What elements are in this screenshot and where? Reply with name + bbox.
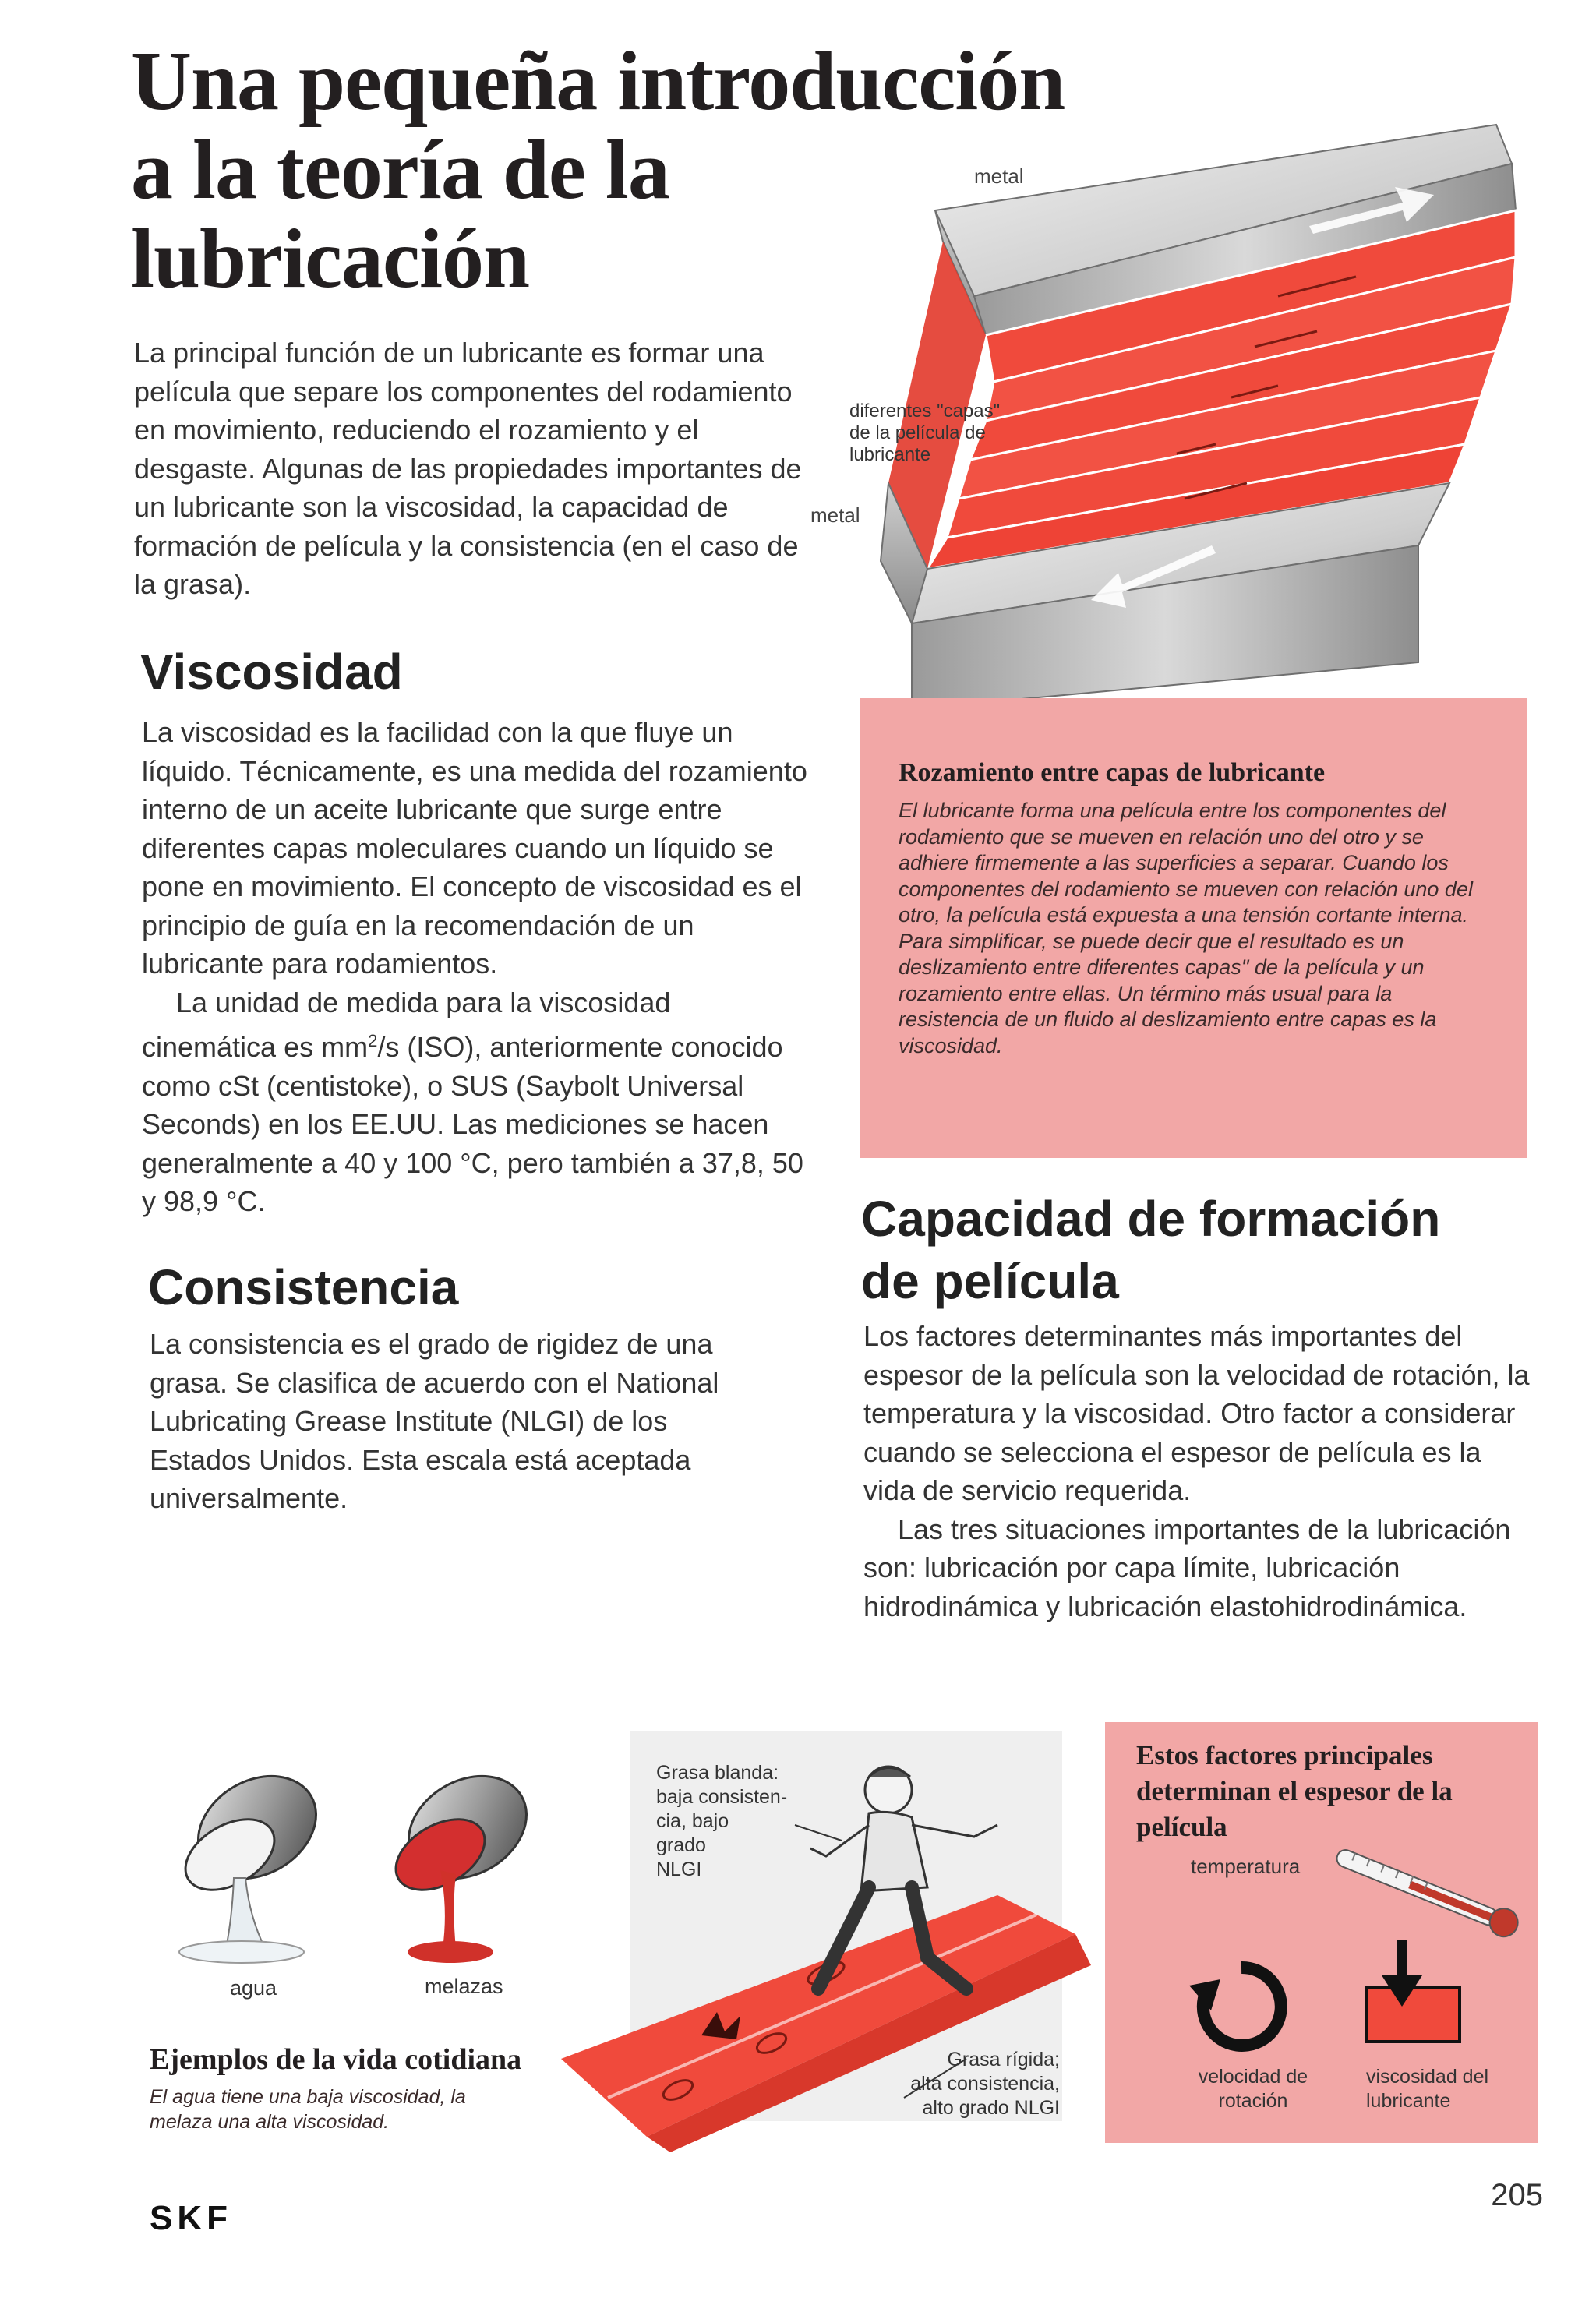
- soft-grease-3: cia, bajo: [656, 1810, 729, 1832]
- label-viscosity-1: viscosidad del: [1366, 2066, 1489, 2088]
- viscosidad-p2b: /s (ISO), anteriormente conocido como cSt (centistoke), o SUS (Saybolt Universal Seconds) en los EE.UU. Las mediciones se hacen generalmente a 40 y 100 °C, pero también a 37,8, 50 y 98,9 °C.: [142, 1031, 803, 1217]
- factors-title-2: determinan el espesor de la: [1136, 1776, 1453, 1806]
- label-layers-3: lubricante: [849, 444, 931, 465]
- label-layers-1: diferentes "capas": [849, 401, 1001, 422]
- viscosidad-p2a: La unidad de medida para la viscosidad cinemática es mm: [142, 986, 671, 1063]
- factors-title: [1136, 1738, 1526, 1845]
- molasses-can-icon: [383, 1761, 545, 1963]
- factors-box: [1105, 1722, 1538, 2143]
- soft-grease-1: Grasa blanda:: [656, 1762, 779, 1784]
- rotation-speed-icon: [1183, 1948, 1300, 2065]
- label-viscosity: [1366, 2065, 1488, 2113]
- label-viscosity-2: lubricante: [1366, 2090, 1451, 2112]
- friction-box-text: El lubricante forma una película entre los componentes del rodamiento que se mueven en relación uno del otro y se adhiere firmemente a las superficies a separar. Cuando los componentes del rodamiento se mueven con relación uno del otro, la película está expuesta a una tensión cortante interna. Para simplificar, se puede decir que el resultado es un deslizamiento entre diferentes capas" de la película y un rozamiento entre ellas. Un término más usual para la resistencia de un fluido al deslizamiento entre capas es la viscosidad.: [899, 799, 1473, 1057]
- soft-grease-5: NLGI: [656, 1859, 702, 1880]
- label-soft-grease: [656, 1761, 787, 1882]
- heading-consistencia: Consistencia: [148, 1259, 459, 1315]
- consistencia-p1: La consistencia es el grado de rigidez de una grasa. Se clasifica de acuerdo con el National Lubricating Grease Institute (NLGI) de los Estados Unidos. Esta escala está aceptada universalmente.: [150, 1328, 719, 1514]
- label-speed-1: velocidad de: [1198, 2066, 1308, 2088]
- label-speed-2: rotación: [1218, 2090, 1288, 2112]
- examples-caption-2: melaza una alta viscosidad.: [150, 2111, 390, 2133]
- label-temperature: temperatura: [1191, 1855, 1301, 1878]
- label-water: agua: [230, 1976, 277, 2000]
- heading-capacidad-line-2: de película: [861, 1253, 1119, 1309]
- label-layers-2: de la película de: [849, 422, 986, 443]
- consistencia-text: [150, 1325, 773, 1518]
- examples-caption: [150, 2084, 555, 2134]
- viscosidad-p1: La viscosidad es la facilidad con la que fluye un líquido. Técnicamente, es una medida del rozamiento interno de un aceite lubricante que surge entre diferentes capas moleculares cuando un líquido se pone en movimiento. El concepto de viscosidad es el principio de guía en la recomendación de un lubricante para rodamientos.: [142, 716, 807, 980]
- viscosity-press-icon: [1347, 1933, 1471, 2049]
- label-hard-grease: [867, 2048, 1060, 2120]
- heading-capacidad: [861, 1188, 1440, 1312]
- label-molasses: melazas: [425, 1975, 503, 1998]
- examples-title: Ejemplos de la vida cotidiana: [150, 2043, 522, 2076]
- viscosidad-p2: [142, 983, 812, 1221]
- everyday-examples-illustration: [140, 1761, 577, 2010]
- thermometer-icon: [1315, 1839, 1534, 1940]
- friction-box-title: Rozamiento entre capas de lubricante: [899, 758, 1326, 787]
- soft-grease-2: baja consisten-: [656, 1786, 788, 1808]
- skf-logo: SKF: [150, 2199, 232, 2237]
- hard-grease-1: Grasa rígida;: [947, 2049, 1060, 2070]
- title-line-2: a la teoría de la: [131, 124, 669, 217]
- label-metal-top: metal: [974, 164, 1024, 188]
- heading-viscosidad: Viscosidad: [140, 644, 403, 700]
- viscosidad-text: [142, 713, 812, 1221]
- intro-paragraph: [134, 334, 804, 604]
- title-line-1: Una pequeña introducción: [131, 35, 1065, 128]
- lubricant-layers-figure: [810, 78, 1543, 717]
- factors-title-1: Estos factores principales: [1136, 1740, 1433, 1770]
- page-number: 205: [1491, 2178, 1543, 2212]
- heading-capacidad-line-1: Capacidad de formación: [861, 1191, 1441, 1247]
- hard-grease-2: alta consistencia,: [910, 2073, 1060, 2095]
- title-line-3: lubricación: [131, 213, 530, 305]
- capacidad-text: [863, 1317, 1534, 1626]
- label-speed: [1191, 2065, 1315, 2113]
- soft-grease-4: grado: [656, 1834, 706, 1856]
- examples-caption-1: El agua tiene una baja viscosidad, la: [150, 2086, 466, 2108]
- friction-box: [860, 698, 1527, 1158]
- capacidad-p1: Los factores determinantes más importantes del espesor de la película son la velocidad de rotación, la temperatura y la viscosidad. Otro factor a considerar cuando se selecciona el espesor de película es la vida de servicio requerida.: [863, 1320, 1530, 1506]
- intro-text: La principal función de un lubricante es formar una película que separe los componentes del rodamiento en movimiento, reduciendo el rozamiento y el desgaste. Algunas de las propiedades importantes de un lubricante son la viscosidad, la capacidad de formación de película y la consistencia (en el caso de la grasa).: [134, 337, 802, 600]
- label-metal-bottom: metal: [810, 503, 860, 527]
- hard-grease-3: alto grado NLGI: [922, 2097, 1060, 2119]
- viscosidad-p2sup: 2: [368, 1031, 378, 1050]
- water-can-icon: [173, 1761, 334, 1963]
- factors-title-3: película: [1136, 1812, 1227, 1842]
- capacidad-p2: Las tres situaciones importantes de la lubricación son: lubricación por capa límite, lubricación hidrodinámica y lubricación elastohidrodinámica.: [863, 1513, 1511, 1622]
